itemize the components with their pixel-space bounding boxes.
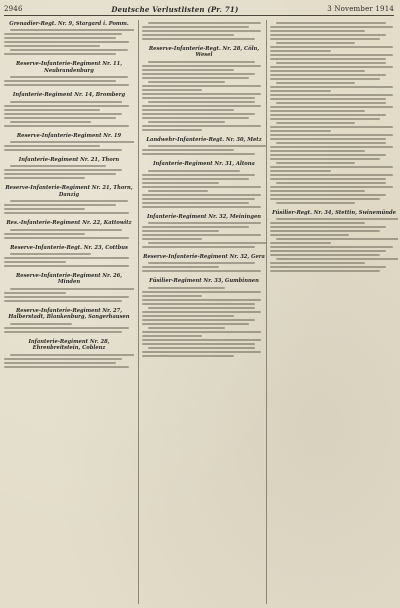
casualty-entry-line: [4, 362, 116, 364]
casualty-entry-line: [10, 229, 122, 231]
casualty-entry-line: [270, 234, 349, 236]
casualty-entry-line: [270, 98, 386, 100]
casualty-entry-line: [142, 117, 249, 119]
casualty-entry-line: [10, 141, 134, 143]
casualty-entry-line: [270, 114, 386, 116]
regiment-heading: Reserve-Infanterie-Regt. Nr. 28, Cöln, Wesel: [148, 46, 260, 59]
casualty-entry-line: [142, 65, 261, 67]
casualty-entry-line: [148, 121, 225, 123]
regiment-section: [4, 273, 134, 302]
casualty-entry-line: [142, 351, 261, 353]
casualty-entry-line: [142, 202, 249, 204]
casualty-entry-line: [10, 354, 134, 356]
casualty-entries: [142, 22, 266, 40]
casualty-entry-line: [270, 138, 386, 140]
casualty-entry-line: [270, 194, 386, 196]
regiment-heading: Infanterie-Regiment Nr. 14, Bromberg: [12, 92, 126, 99]
casualty-entry-line: [270, 118, 380, 120]
casualty-entry-line: [270, 154, 386, 156]
casualty-entry-line: [142, 315, 234, 317]
casualty-entry-line: [4, 300, 122, 302]
casualty-entry-line: [270, 74, 386, 76]
casualty-entry-line: [270, 190, 365, 192]
regiment-heading: Reserve-Infanterie-Regiment Nr. 11, Neubrandenburg: [15, 61, 123, 74]
casualty-entry-line: [4, 149, 122, 151]
casualty-entries: [4, 229, 134, 239]
casualty-entry-line: [4, 208, 85, 210]
casualty-entry-line: [270, 174, 393, 176]
casualty-entry-line: [4, 145, 100, 147]
regiment-section: [142, 137, 266, 155]
casualty-entries: [142, 170, 266, 208]
casualty-entry-line: [142, 331, 261, 333]
casualty-entries: [4, 165, 134, 179]
casualty-entry-line: [4, 45, 100, 47]
casualty-entry-line: [148, 22, 261, 24]
casualty-entry-line: [142, 194, 261, 196]
casualty-entry-line: [4, 169, 122, 171]
regiment-section: [4, 21, 134, 55]
casualty-entry-line: [4, 292, 66, 294]
casualty-entries: [142, 61, 266, 131]
casualty-entry-line: [4, 80, 116, 82]
casualty-entry-line: [142, 335, 202, 337]
casualty-entry-line: [270, 246, 393, 248]
casualty-entry-line: [148, 61, 255, 63]
casualty-entry-line: [142, 38, 255, 40]
casualty-entries: [4, 323, 134, 333]
casualty-entry-line: [148, 145, 266, 147]
casualty-entry-line: [270, 78, 380, 80]
regiment-section: [142, 278, 266, 356]
casualty-entries: [270, 22, 398, 204]
casualty-entry-line: [142, 311, 261, 313]
casualty-entry-line: [142, 319, 255, 321]
casualty-entry-line: [270, 178, 386, 180]
casualty-entry-line: [10, 165, 106, 167]
casualty-entry-line: [142, 299, 261, 301]
casualty-entry-line: [4, 296, 129, 298]
regiment-heading: Infanterie-Regiment Nr. 31, Altona: [153, 161, 255, 168]
casualty-entry-line: [142, 69, 234, 71]
regiment-section: [4, 157, 134, 179]
casualty-entry-line: [148, 242, 266, 244]
casualty-entry-line: [142, 97, 255, 99]
casualty-entry-line: [270, 134, 393, 136]
casualty-entry-line: [10, 101, 122, 103]
casualty-entry-line: [270, 38, 380, 40]
casualty-entry-line: [270, 54, 393, 56]
column-2: [138, 20, 266, 604]
casualty-entry-line: [270, 86, 393, 88]
regiment-section: [142, 254, 266, 272]
casualty-entry-line: [270, 230, 380, 232]
casualty-entry-line: [270, 262, 365, 264]
casualty-entry-line: [270, 50, 331, 52]
regiment-heading: Reserve-Infanterie-Regiment Nr. 19: [16, 132, 122, 139]
regiment-section: [4, 133, 134, 151]
casualty-entry-line: [276, 258, 398, 260]
casualty-entries: [4, 29, 134, 55]
casualty-entry-line: [142, 291, 261, 293]
casualty-entry-line: [276, 182, 386, 184]
casualty-entry-line: [270, 58, 386, 60]
casualty-entries: [4, 253, 134, 267]
casualty-entry-line: [10, 253, 91, 255]
regiment-section: [4, 308, 134, 333]
casualty-entry-line: [142, 295, 202, 297]
casualty-entry-line: [4, 173, 116, 175]
casualty-entry-line: [148, 101, 255, 103]
casualty-entries: [4, 76, 134, 86]
casualty-entry-line: [10, 121, 91, 123]
column-3: [266, 20, 398, 604]
column-1: [4, 20, 134, 604]
casualty-entry-line: [4, 109, 100, 111]
casualty-entries: [4, 101, 134, 127]
casualty-entry-line: [4, 53, 116, 55]
casualty-entry-line: [142, 30, 261, 32]
casualty-entry-line: [4, 177, 85, 179]
regiment-heading: Res.-Infanterie-Regiment Nr. 22, Kattowitz: [6, 220, 132, 227]
regiment-heading: Infanterie-Regiment Nr. 21, Thorn: [18, 157, 120, 164]
casualty-entry-line: [142, 178, 249, 180]
casualty-entry-line: [276, 22, 386, 24]
casualty-entry-line: [270, 150, 365, 152]
casualty-entry-line: [276, 238, 398, 240]
regiment-section: [142, 22, 266, 40]
casualty-entry-line: [142, 153, 255, 155]
casualty-entry-line: [142, 270, 261, 272]
casualty-entry-line: [270, 90, 331, 92]
regiment-heading: Infanterie-Regiment Nr. 32, Meiningen: [146, 213, 262, 220]
page-number: 2946: [4, 5, 23, 13]
casualty-entry-line: [270, 186, 393, 188]
casualty-entry-line: [270, 106, 393, 108]
casualty-entry-line: [142, 206, 261, 208]
regiment-section: [4, 339, 134, 368]
casualty-entry-line: [142, 93, 261, 95]
casualty-entry-line: [142, 323, 249, 325]
casualty-entries: [4, 288, 134, 302]
casualty-entry-line: [148, 307, 255, 309]
regiment-section: [4, 61, 134, 86]
page-header: [4, 3, 394, 16]
casualty-entry-line: [270, 110, 365, 112]
casualty-entry-line: [148, 262, 255, 264]
casualty-entry-line: [142, 85, 261, 87]
casualty-entry-line: [4, 327, 129, 329]
casualty-entry-line: [270, 46, 393, 48]
casualty-entry-line: [270, 34, 386, 36]
casualty-entry-line: [142, 73, 255, 75]
regiment-heading: Füsilier-Regiment Nr. 33, Gumbinnen: [149, 278, 259, 285]
casualty-entry-line: [142, 246, 255, 248]
regiment-section: [142, 46, 266, 131]
casualty-entry-line: [142, 234, 261, 236]
regiment-heading: Füsilier-Regt. Nr. 34, Stettin, Swinemünde: [272, 210, 396, 216]
casualty-entries: [142, 222, 266, 248]
casualty-entry-line: [4, 261, 66, 263]
casualty-entry-line: [270, 242, 331, 244]
casualty-entry-line: [270, 130, 331, 132]
regiment-heading: Reserve-Infanterie-Regiment Nr. 26, Minden: [15, 273, 123, 286]
casualty-entry-line: [142, 109, 234, 111]
casualty-entry-line: [142, 343, 255, 345]
casualty-entry-line: [4, 366, 129, 368]
casualty-entry-line: [270, 126, 393, 128]
casualty-entry-line: [148, 170, 240, 172]
casualty-entry-line: [276, 62, 386, 64]
regiment-section: [4, 245, 134, 267]
casualty-entry-line: [4, 237, 129, 239]
casualty-entry-line: [142, 129, 202, 131]
casualty-entries: [4, 141, 134, 151]
casualty-entry-line: [276, 102, 386, 104]
regiment-heading: Reserve-Infanterie-Regiment Nr. 27, Halberstadt, Blankenburg, Sangerhausen: [8, 307, 130, 321]
casualty-entry-line: [142, 26, 249, 28]
casualty-entry-line: [276, 82, 355, 84]
casualty-entry-line: [270, 26, 393, 28]
casualty-entry-line: [276, 162, 355, 164]
casualty-entry-line: [148, 327, 225, 329]
casualty-entry-line: [270, 70, 365, 72]
casualty-entry-line: [270, 170, 331, 172]
casualty-entry-line: [276, 122, 355, 124]
casualty-entry-line: [142, 186, 261, 188]
regiment-section: [4, 220, 134, 238]
casualty-entry-line: [4, 84, 129, 86]
regiment-section: [142, 214, 266, 248]
casualty-entry-line: [270, 94, 393, 96]
casualty-entries: [270, 218, 398, 272]
casualty-entry-line: [270, 198, 380, 200]
casualty-entry-line: [142, 105, 261, 107]
regiment-heading: Reserve-Infanterie-Regiment Nr. 32, Gera: [143, 254, 265, 261]
casualty-entry-line: [276, 218, 398, 220]
casualty-entry-line: [142, 230, 219, 232]
casualty-entry-line: [270, 226, 386, 228]
casualty-entry-line: [142, 125, 261, 127]
casualty-entry-line: [142, 174, 255, 176]
casualty-entry-line: [4, 33, 122, 35]
casualty-entry-line: [142, 182, 219, 184]
regiment-heading: Landwehr-Infanterie-Regt. Nr. 30, Metz: [146, 136, 262, 143]
regiment-section: [142, 161, 266, 207]
casualty-entry-line: [4, 41, 129, 43]
casualty-entry-line: [142, 77, 249, 79]
casualty-entry-line: [148, 190, 208, 192]
casualty-entry-line: [270, 146, 393, 148]
casualty-entry-line: [270, 158, 380, 160]
casualty-entries: [142, 262, 266, 272]
casualty-entry-line: [270, 66, 393, 68]
regiment-heading: Reserve-Infanterie-Regiment Nr. 21, Thorn, Danzig: [5, 185, 133, 198]
casualty-entries: [142, 145, 266, 155]
casualty-entry-line: [270, 222, 365, 224]
casualty-entry-line: [276, 42, 355, 44]
regiment-section: [270, 22, 398, 204]
casualty-entry-line: [10, 76, 128, 78]
regiment-heading: Reserve-Infanterie-Regt. Nr. 23, Cottbus: [10, 244, 128, 251]
casualty-entries: [4, 200, 134, 214]
regiment-section: [270, 210, 398, 272]
casualty-entry-line: [270, 254, 380, 256]
casualty-entry-line: [142, 89, 202, 91]
casualty-entry-line: [4, 233, 85, 235]
casualty-entry-line: [276, 202, 355, 204]
casualty-entry-line: [4, 105, 129, 107]
page-date: 3 November 1914: [327, 5, 394, 13]
casualty-entry-line: [142, 355, 234, 357]
casualty-entry-line: [148, 287, 225, 289]
regiment-heading: Grenadier-Regt. Nr. 9, Stargard i. Pomm.: [9, 21, 129, 27]
casualty-entry-line: [142, 226, 249, 228]
casualty-entry-line: [276, 142, 386, 144]
casualty-entry-line: [142, 339, 261, 341]
casualty-entry-line: [10, 323, 72, 325]
casualty-entry-line: [4, 257, 129, 259]
casualty-entries: [142, 287, 266, 357]
casualty-entry-line: [148, 347, 255, 349]
casualty-entry-line: [4, 265, 129, 267]
casualty-entry-line: [4, 204, 116, 206]
casualty-entry-line: [148, 222, 261, 224]
casualty-entry-line: [142, 149, 234, 151]
casualty-entry-line: [270, 270, 380, 272]
casualty-entry-line: [4, 331, 122, 333]
casualty-entry-line: [142, 34, 234, 36]
casualty-entry-line: [10, 29, 134, 31]
casualty-entry-line: [4, 358, 122, 360]
casualty-entry-line: [270, 166, 393, 168]
regiment-section: [4, 92, 134, 126]
regiment-heading: Infanterie-Regiment Nr. 28, Ehrenbreitstein, Coblenz: [28, 338, 110, 352]
casualty-entry-line: [142, 266, 219, 268]
casualty-entry-line: [4, 113, 122, 115]
casualty-entry-line: [270, 250, 386, 252]
casualty-entry-line: [4, 125, 129, 127]
casualty-entry-line: [270, 266, 386, 268]
casualty-entry-line: [10, 49, 128, 51]
casualty-entry-line: [142, 198, 255, 200]
casualty-entry-line: [4, 212, 129, 214]
casualty-entry-line: [4, 117, 116, 119]
casualty-entry-line: [10, 288, 134, 290]
casualty-entry-line: [4, 37, 116, 39]
casualty-entry-line: [148, 81, 225, 83]
casualty-entries: [4, 354, 134, 368]
regiment-section: [4, 185, 134, 214]
page-title: Deutsche Verlustlisten (Pr. 71): [111, 4, 239, 14]
casualty-entry-line: [270, 30, 365, 32]
casualty-entry-line: [142, 303, 255, 305]
casualty-entry-line: [142, 238, 202, 240]
casualty-entry-line: [142, 113, 255, 115]
casualty-entry-line: [10, 200, 128, 202]
